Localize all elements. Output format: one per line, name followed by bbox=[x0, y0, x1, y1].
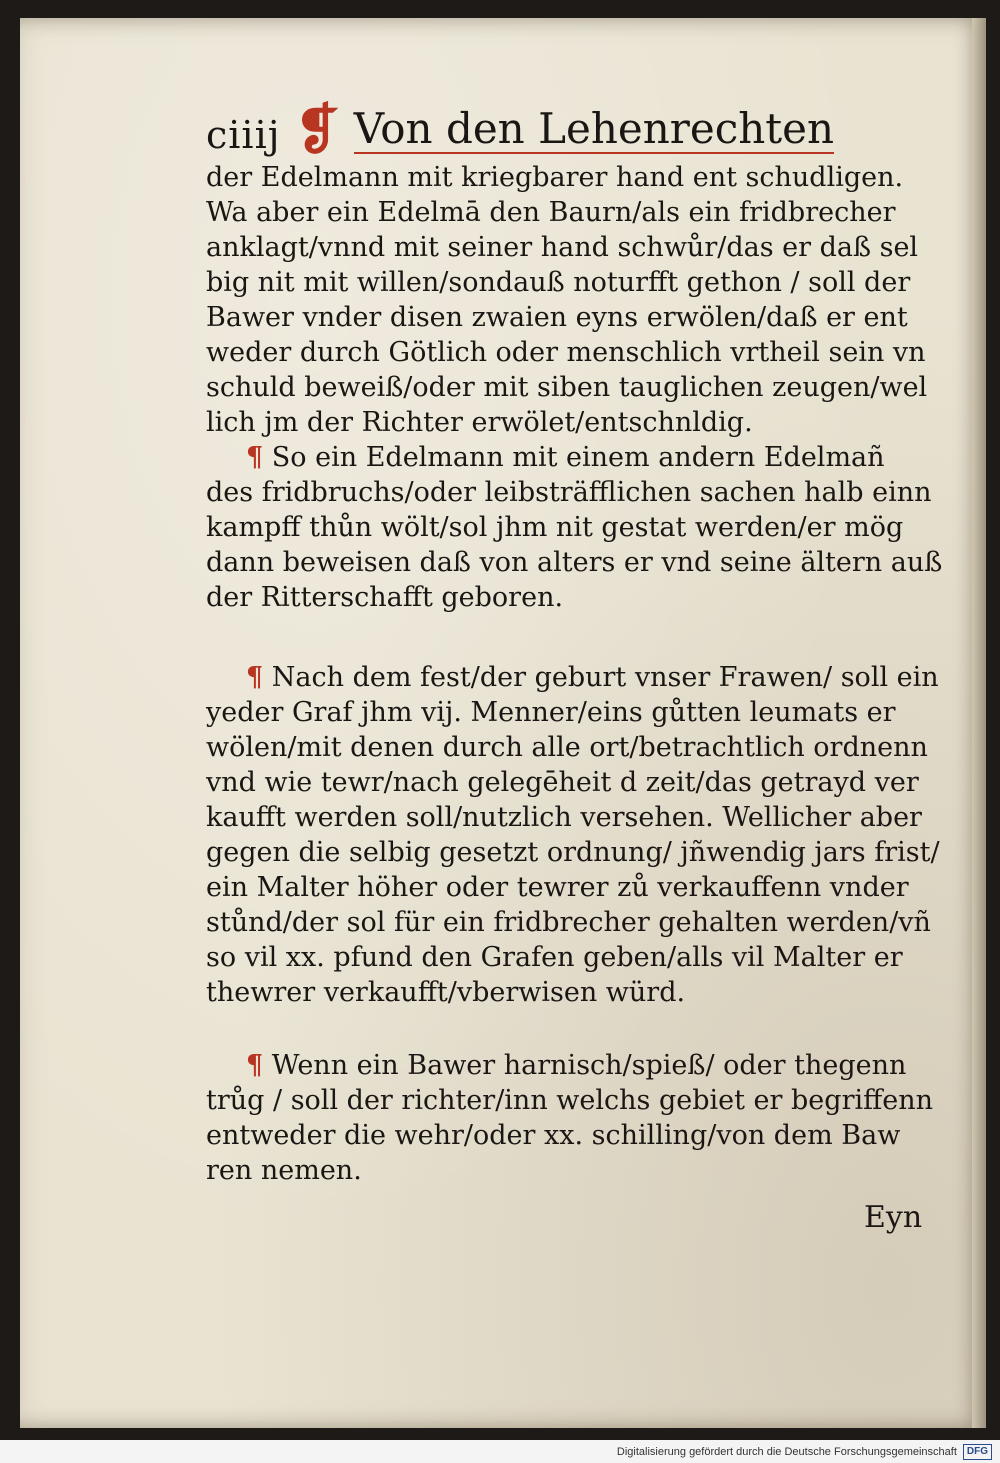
text-line: big nit mit willen/sondauß noturfft gethon / soll der bbox=[206, 267, 911, 298]
text-line: ein Malter höher oder tewrer zů verkauffenn vnder bbox=[206, 872, 909, 903]
paragraph-wenn-ein-bawer bbox=[206, 1048, 946, 1188]
digitization-footer bbox=[0, 1440, 1000, 1463]
text-line: trůg / soll der richter/inn welchs gebiet er begriffenn bbox=[206, 1085, 934, 1116]
text-span: So ein Edelmann mit einem andern Edelmañ bbox=[271, 442, 885, 473]
text-line: entweder die wehr/oder xx. schilling/von dem Baw bbox=[206, 1120, 901, 1151]
folio-number: ciiij bbox=[206, 113, 281, 157]
text-line bbox=[206, 1048, 946, 1083]
text-line: yeder Graf jhm vij. Menner/eins gůtten leumats er bbox=[206, 697, 896, 728]
paragraph-so-ein-edelmann bbox=[206, 440, 946, 615]
catchword: Eyn bbox=[864, 1200, 923, 1235]
text-line bbox=[206, 660, 946, 695]
paragraph-nach-dem-fest bbox=[206, 660, 946, 1010]
page-title: Von den Lehenrechten bbox=[353, 104, 835, 153]
text-line bbox=[206, 440, 946, 475]
text-line: dann beweisen daß von alters er vnd seine ältern auß bbox=[206, 547, 943, 578]
dfg-logo: DFG bbox=[963, 1444, 992, 1460]
text-line: Bawer vnder disen zwaien eyns erwölen/daß er ent bbox=[206, 302, 908, 333]
text-line: der Edelmann mit kriegbarer hand ent schudligen. bbox=[206, 162, 904, 193]
rubric-pilcrow-icon: ❡ bbox=[294, 97, 340, 162]
text-line: gegen die selbig gesetzt ordnung/ jñwendig jars frist/ bbox=[206, 837, 940, 868]
page-edge bbox=[972, 18, 986, 1428]
text-line: kaufft werden soll/nutzlich versehen. Wellicher aber bbox=[206, 802, 922, 833]
running-header bbox=[206, 96, 846, 162]
text-line: Wa aber ein Edelmā den Baurn/als ein fridbrecher bbox=[206, 197, 896, 228]
text-line: wölen/mit denen durch alle ort/betrachtlich ordnenn bbox=[206, 732, 928, 763]
pilcrow-icon: ¶ bbox=[246, 662, 264, 693]
text-line: stůnd/der sol für ein fridbrecher gehalten werden/vñ bbox=[206, 907, 931, 938]
text-line: ren nemen. bbox=[206, 1155, 362, 1186]
text-span: Nach dem fest/der geburt vnser Frawen/ soll ein bbox=[271, 662, 939, 693]
footer-credit: Digitalisierung gefördert durch die Deutsche Forschungsgemeinschaft bbox=[616, 1445, 957, 1458]
text-line: anklagt/vnnd mit seiner hand schwůr/das er daß sel bbox=[206, 232, 919, 263]
pilcrow-icon: ¶ bbox=[246, 442, 264, 473]
text-line: des fridbruchs/oder leibsträfflichen sachen halb einn bbox=[206, 477, 932, 508]
text-line: thewrer verkaufft/vberwisen würd. bbox=[206, 977, 686, 1008]
text-line: schuld beweiß/oder mit siben tauglichen zeugen/wel bbox=[206, 372, 928, 403]
text-line: lich jm der Richter erwölet/entschnldig. bbox=[206, 407, 753, 438]
text-line: kampff thůn wölt/sol jhm nit gestat werden/er mög bbox=[206, 512, 904, 543]
text-line: der Ritterschafft geboren. bbox=[206, 582, 564, 613]
text-span: Wenn ein Bawer harnisch/spieß/ oder thegenn bbox=[271, 1050, 907, 1081]
text-line: weder durch Götlich oder menschlich vrtheil sein vn bbox=[206, 337, 926, 368]
paragraph-continuation bbox=[206, 160, 946, 440]
text-line: vnd wie tewr/nach gelegēheit d zeit/das getrayd ver bbox=[206, 767, 919, 798]
pilcrow-icon: ¶ bbox=[246, 1050, 264, 1081]
text-line: so vil xx. pfund den Grafen geben/alls vil Malter er bbox=[206, 942, 903, 973]
